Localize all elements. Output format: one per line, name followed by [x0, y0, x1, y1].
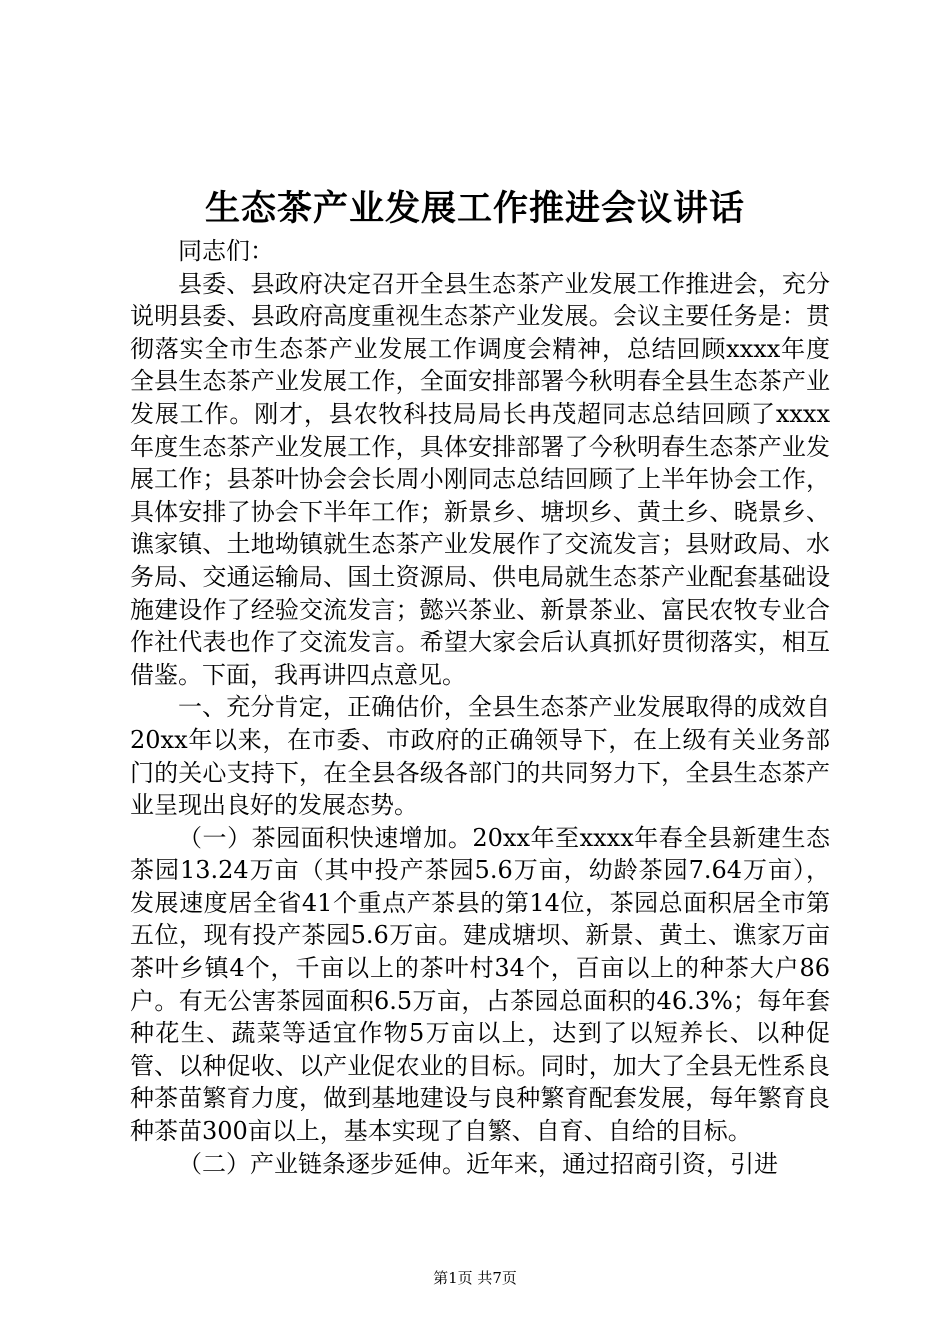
document-title: 生态茶产业发展工作推进会议讲话	[204, 188, 745, 229]
paragraph-salutation: 同志们：	[178, 237, 274, 265]
paragraph-subsection-one: （一）茶园面积快速增加。20xx年至xxxx年春全县新建生态茶园13.24万亩（其中投产茶园5.6万亩，幼龄茶园7.64万亩），发展速度居全省41个重点产茶县的第14位，茶园总面积居全市第五位，现有投产茶园5.6万亩。建成塘坝、新景、黄土、谯家万亩茶叶乡镇4个，千亩以上的茶叶村34个，百亩以上的种茶大户86户。有无公害茶园面积6.5万亩，占茶园总面积的46.3%；每年套种花生、蔬菜等适宜作物5万亩以上，达到了以短养长、以种促管、以种促收、以产业促农业的目标。同时，加大了全县无性系良种茶苗繁育力度，做到基地建设与良种繁育配套发展，每年繁育良种茶苗300亩以上，基本实现了自繁、自育、自给的目标。	[130, 823, 830, 1146]
paragraph-subsection-two: （二）产业链条逐步延伸。近年来，通过招商引资，引进	[178, 1149, 778, 1178]
page-number-footer: 第1页 共7页	[433, 1269, 517, 1287]
paragraph-intro: 县委、县政府决定召开全县生态茶产业发展工作推进会，充分说明县委、县政府高度重视生态茶产业发展。会议主要任务是：贯彻落实全市生态茶产业发展工作调度会精神，总结回顾xxxx年度全县生态茶产业发展工作，全面安排部署今秋明春全县生态茶产业发展工作。刚才，县农牧科技局局长冉茂超同志总结回顾了xxxx年度生态茶产业发展工作，具体安排部署了今秋明春生态茶产业发展工作；县茶叶协会会长周小刚同志总结回顾了上半年协会工作，具体安排了协会下半年工作；新景乡、塘坝乡、黄土乡、晓景乡、谯家镇、土地坳镇就生态茶产业发展作了交流发言；县财政局、水务局、交通运输局、国土资源局、供电局就生态茶产业配套基础设施建设作了经验交流发言；懿兴茶业、新景茶业、富民农牧专业合作社代表也作了交流发言。希望大家会后认真抓好贯彻落实，相互借鉴。下面，我再讲四点意见。	[130, 269, 830, 689]
document-body	[130, 235, 830, 1180]
paragraph-section-one: 一、充分肯定，正确估价，全县生态茶产业发展取得的成效自20xx年以来，在市委、市政府的正确领导下，在上级有关业务部门的关心支持下，在全县各级各部门的共同努力下，全县生态茶产业呈现出良好的发展态势。	[130, 693, 830, 820]
